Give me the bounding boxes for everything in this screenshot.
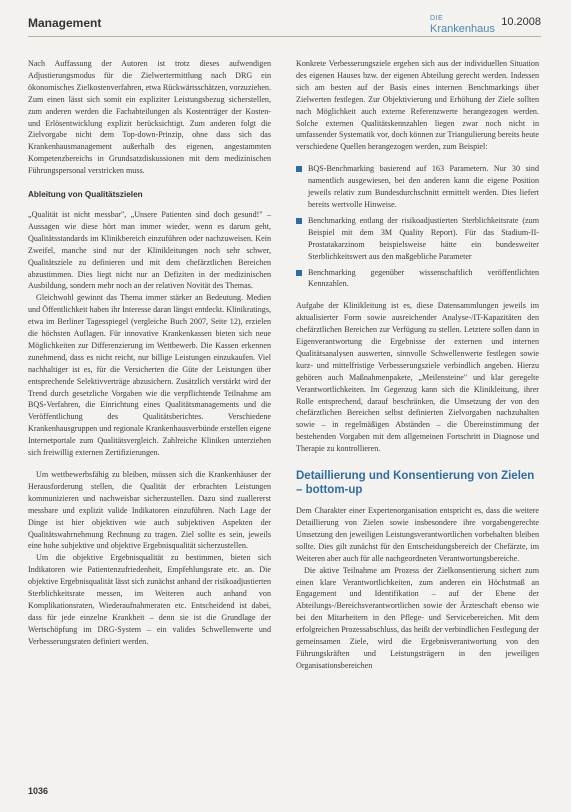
paragraph: Aufgabe der Klinikleitung ist es, diese Datensammlungen jeweils im aktualisierter Form sowie ausreichender Analyse-/IT-Kapazitäten den chefärztlichen Bereichen zur Verfügung zu stellen. Letztere sollen dann in Eigenverantwortung die Ergebnisse der externen und internen Qualitätsanalysen auswerten, sinnvolle Schwellenwerte festlegen sowie kurz- und mittelfristige Verbesserungsziele verbindlich angeben. Hierzu gehören auch Maßnahmenpakete, „Meilensteine" und klar geregelte Verantwortlichkeiten. Im Gegenzug kann sich die Klinikleitung, ihrer Rolle entsprechend, darauf beschränken, die Umsetzung der von den chefärztlichen Bereichen selbst definierten Zielvorgaben nachzuhalten sowie – in regelmäßigen Abständen – die Übereinstimmung der bestehenden Vorgaben mit dem allgemeinen Fortschritt in Diagnose und Therapie zu kontrollieren. [296, 301, 539, 454]
paragraph: Die aktive Teilnahme am Prozess der Zielkonsentierung sichert zum einen klare Verantwortlichkeiten, zum anderen ein Höchstmaß an Engagement und Identifikation – auf der Ebene der Abteilungs-/Bereichsverantwortlichen sowie der Ärzteschaft ebenso wie bei den Mitarbeitern in den Pflege- und Servicebereichen. Mit dem erfolgreichen Prozessabschluss, das heißt der verbindlichen Festlegung der gemeinsamen Ziele, wird die Ergebnisverantwortung von den Führungskräften und Leistungsträgern in den jeweiligen Organisationsbereichen [296, 565, 539, 670]
list-item-text: Benchmarking entlang der risikoadjustierten Sterblichkeitsrate (zum Beispiel mit dem 3M Quality Report). Für das Stadium-II-Prostatakarzinom beispielsweise hätte ein bundesweiter Sterblichkeitswert aus den maßgebliche Parameter [308, 215, 539, 261]
journal-logo-top: DIE [430, 15, 444, 22]
paragraph: Um wettbewerbsfähig zu bleiben, müssen sich die Krankenhäuser der Herausforderung stellen, die Qualität der erbrachten Leistungen kommunizieren und nachweisbar sicherzustellen. Dazu sind zuallererst messbare und explizit valide Indikatoren einzuführen. Nach Lage der Dinge ist hier objektiven wie auch subjektiven Aspekten der Qualitätswahrnehmung Rechnung zu tragen. Ziel sollte es sein, jeweils eine hohe subjektive und objektive Ergebnisqualität sicherzustellen. [28, 470, 271, 551]
list-item [296, 215, 539, 263]
subheading: Ableitung von Qualitätszielen [28, 190, 143, 200]
paragraph: Gleichwohl gewinnt das Thema immer stärker an Bedeutung. Medien und Öffentlichkeit haben ihr Interesse daran längst entdeckt. Klinikratings, etwa im Berliner Tagesspiegel (vergleiche Buch 2007, Seite 12), erzielen die höchsten Auflagen. Für innovative Krankenkassen bieten sich neue Möglichkeiten zur Differenzierung im Wettbewerb. Die Kassen erkennen zunehmend, dass es nicht reicht, nur billige Leistungen einzukaufen. Viel nachhaltiger ist es, für die Versicherten die Güte der Leistungen über entsprechende Selektivverträge abzusichern. Zusätzlich verstärkt wird der Trend durch gesetzliche Vorgaben wie die verpflichtende Teilnahme am BQS-Verfahren, die Einrichtung eines Qualitätsmanagements und die Veröffentlichung des Qualitätsberichtes. Verschiedene Krankenhausgruppen und regionale Krankenhausverbünde erstellen eigene Internetportale zum Qualitätsvergleich. Zahlreiche Kliniken unterziehen sich freiwillig externen Zertifizierungen. [28, 293, 271, 458]
square-bullet-icon [296, 218, 302, 224]
list-item [296, 267, 539, 291]
paragraph: Dem Charakter einer Expertenorganisation entspricht es, dass die weitere Detaillierung von Zielen sowie insbesondere ihre vorgabengerechte Umsetzung den jeweiligen Leistungsverantwortlichen vorbehalten bleiben sollte. Dies gilt zunächst für den Entscheidungsbereich der Chefärzte, im Weiteren aber auch für alle nachgeordneten Verantwortungsbereiche. [296, 506, 539, 563]
page-number: 1036 [28, 786, 49, 796]
paragraph: „Qualität ist nicht messbar", „Unsere Patienten sind doch gesund!" – Aussagen wie diese hört man immer wieder, wenn es darum geht, Qualitätsstandards im Klinikbereich einzuführen oder nachzuweisen. Kein Zweifel, manche sind nur der Klinikleitungen noch sehr schwer, Qualitätsziele zu definieren und mit dem chefärztlichen Bereichen abzustimmen. Dies liegt nicht nur an Defiziten in der medizinischen Ausbildung, sondern mehr noch an der relativen Novität des Themas. [28, 209, 271, 291]
list-item-text: BQS-Benchmarking basierend auf 163 Parametern. Nur 30 sind namentlich ausgewiesen, bei den anderen kann die eigene Position jeweils relativ zum Bundesdurchschnitt ermittelt werden. Dies liefert bereits wertvolle Hinweise. [308, 164, 539, 209]
list-item [296, 163, 539, 211]
bullet-list [296, 163, 539, 290]
list-item-text: Benchmarking gegenüber wissenschaftlich veröffentlichten Kennzahlen. [308, 267, 539, 289]
square-bullet-icon [296, 166, 302, 172]
journal-logo [430, 14, 495, 35]
issue-number: 10.2008 [501, 16, 541, 28]
page-header [28, 14, 541, 37]
section-label: Management [28, 16, 102, 30]
square-bullet-icon [296, 270, 302, 276]
right-column [296, 58, 539, 672]
paragraph: Konkrete Verbesserungsziele ergeben sich aus der individuellen Situation des eigenen Hauses bzw. der eigenen Abteilung gerecht werden. Indessen sich am besten auf der Basis eines internen Benchmarkings über Zielwerten festlegen. Zur Objektivierung und Erhöhung der Ziele sollten nach Möglichkeit auch externe Referenzwerte herangezogen werden. Solche externen Qualitätskennzahlen liegen zwar noch nicht in umfassender Systematik vor, doch können zur Triangulierung bereits heute verschiedene Quellen herangezogen werden, zum Beispiel: [296, 59, 539, 152]
paragraph: Nach Auffassung der Autoren ist trotz dieses aufwendigen Adjustierungsmodus für die Zielwertermittlung nach DRG ein ökonomisches Zielkostenverfahren, etwa Rückwärtsschätzen, vorzuziehen. Zum einen lässt sich somit ein expliziter Leistungsbezug sicherstellen, zum anderen werden die Fachabteilungen als Kostenträger der Kosten- und Erlösentwicklung explizit berücksichtigt. Zum anderen folgt die Zielvorgabe nicht dem Top-down-Prinzip, ohne dass sich das Krankenhausmanagement außerhalb des eigenen, angestammten Kompetenzbereichs in Grundsatzdiskussionen mit dem medizinischen Führungspersonal verstricken muss. [28, 59, 271, 176]
journal-logo-main: Krankenhaus [430, 23, 495, 35]
left-column [28, 58, 271, 648]
paragraph: Um die objektive Ergebnisqualität zu bestimmen, bieten sich Indikatoren wie Patientenzufriedenheit, Empfehlungsrate etc. an. Die objektive Ergebnisqualität lässt sich zunächst anhand der risikoadjustierten Sterblichkeitsrate messen, im Weiteren auch anhand von Komplikationsraten, Wiederaufnahmeraten etc. Entscheidend ist dabei, dass für jede einzelne Krankheit – denn sie ist die Grundlage der Wertschöpfung im DRG-System – ein valides Schwellenwerte und Verbesserungsraten definiert werden. [28, 553, 271, 646]
section-heading: Detaillierung und Konsentierung von Zielen – bottom-up [296, 470, 535, 497]
